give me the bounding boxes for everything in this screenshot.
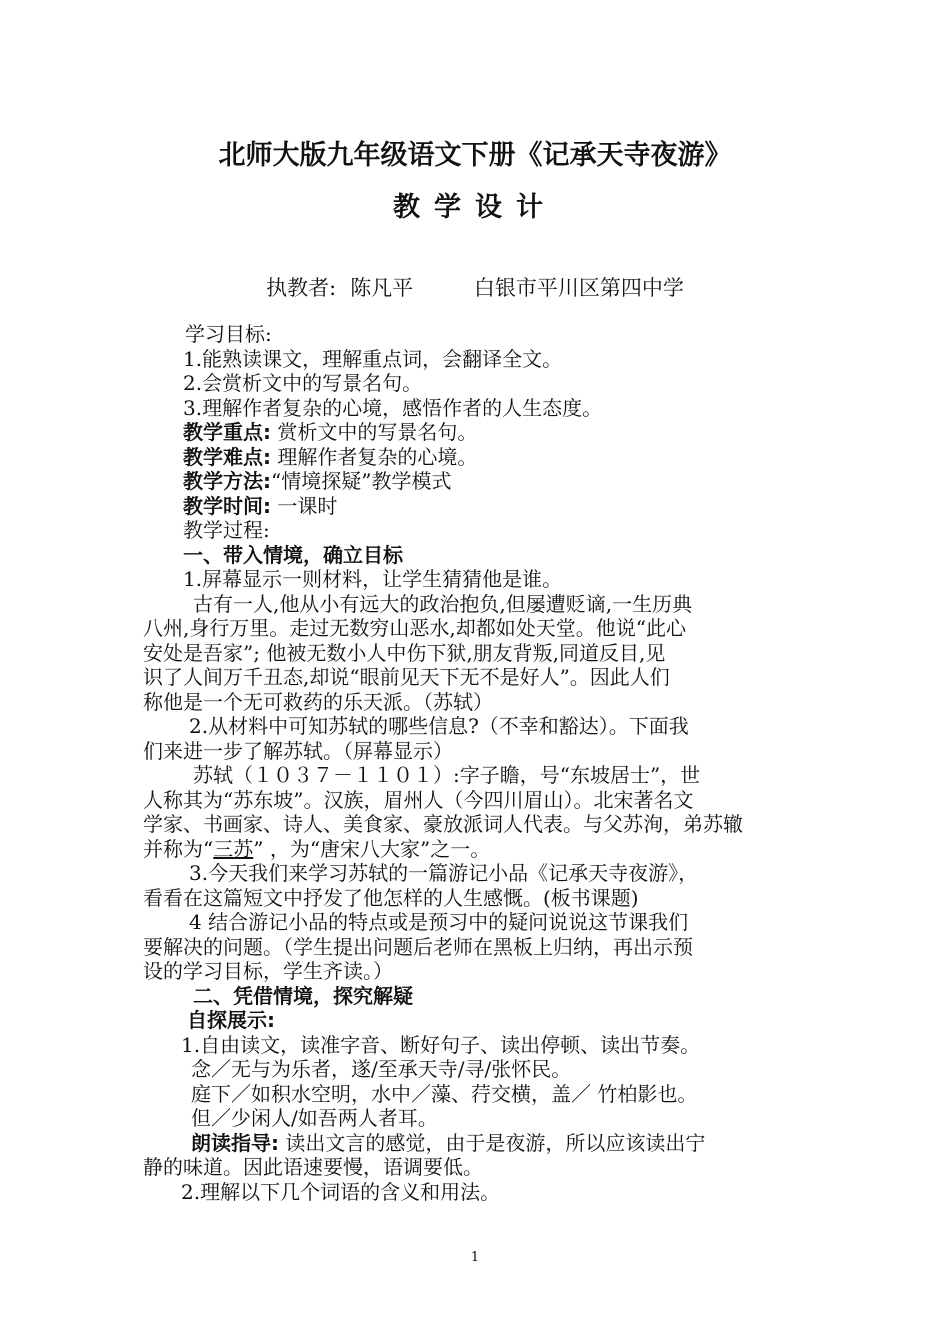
time-line — [143, 494, 808, 519]
reading-4: 但／少闲人/如吾两人者耳。 — [191, 1106, 438, 1130]
sushi-line-4 — [143, 837, 808, 862]
material-line-5: 称他是一个无可救药的乐天派。（苏轼） — [143, 689, 493, 714]
sushi-line-4-pre: 并称为“ — [143, 836, 214, 861]
guide-line-2: 静的味道。因此语速要慢，语调要低。 — [143, 1155, 483, 1179]
material-line-2: 八州,身行万里。走过无数穷山恶水,却都如处天堂。他说“此心 — [143, 616, 686, 640]
reading-3: 庭下／如积水空明，水中／藻、荇交横，盖／ 竹柏影也。 — [191, 1081, 698, 1106]
guide-text: 读出文言的感觉，由于是夜游，所以应该读出宁 — [279, 1130, 706, 1155]
author-name: 陈凡平 — [350, 276, 414, 300]
document-body — [143, 322, 808, 1204]
sushi-line-4-post: ” ，为“唐宋八大家”之一。 — [253, 836, 491, 861]
step-1-3-line-1: 3.今天我们来学习苏轼的一篇游记小品《记承天寺夜游》， — [189, 861, 699, 885]
material-line-4: 识了人间万千丑态,却说“眼前见天下无不是好人”。因此人们 — [143, 665, 670, 689]
focus-text: 赏析文中的写景名句。 — [271, 420, 478, 444]
goal-3: 3.理解作者复杂的心境，感悟作者的人生态度。 — [183, 395, 603, 420]
time-text: 一课时 — [271, 493, 338, 518]
author-line — [0, 272, 950, 302]
difficulty-text: 理解作者复杂的心境。 — [271, 444, 478, 469]
step-1-4-line-1: 4 结合游记小品的特点或是预习中的疑问说说这节课我们 — [189, 910, 689, 934]
focus-label: 教学重点: — [183, 420, 271, 444]
page-number: 1 — [470, 1250, 480, 1265]
step-1-2-line-1: 2.从材料中可知苏轼的哪些信息?（不幸和豁达）。下面我 — [189, 714, 689, 738]
goals-heading: 学习目标: — [185, 322, 272, 346]
method-text: “情境探疑”教学模式 — [271, 469, 452, 493]
process-heading: 教学过程: — [183, 518, 270, 542]
self-explore-heading: 自探展示: — [187, 1008, 275, 1032]
step-1-1: 1.屏幕显示一则材料，让学生猜猜他是谁。 — [183, 567, 563, 591]
step-1-4-line-3: 设的学习目标，学生齐读。） — [143, 959, 393, 983]
time-label: 教学时间: — [183, 493, 271, 518]
school-name: 白银市平川区第四中学 — [473, 276, 684, 300]
difficulty-label: 教学难点: — [183, 444, 271, 469]
difficulty-line — [143, 445, 808, 470]
guide-label: 朗读指导: — [191, 1130, 279, 1155]
author-label: 执教者: — [266, 276, 337, 300]
step-1-4-line-2: 要解决的问题。（学生提出问题后老师在黑板上归纳，再出示预 — [143, 934, 693, 959]
guide-line-1 — [143, 1131, 808, 1156]
step-1-2-line-2: 们来进一步了解苏轼。（屏幕显示） — [143, 738, 453, 763]
material-line-3: 安处是吾家”; 他被无数小人中伤下狱,朋友背叛,同道反目,见 — [143, 640, 666, 665]
goal-2: 2.会赏析文中的写景名句。 — [183, 371, 423, 395]
sushi-line-3: 学家、书画家、诗人、美食家、豪放派词人代表。与父苏洵，弟苏辙 — [143, 812, 743, 836]
san-su-underlined: 三苏 — [213, 836, 254, 861]
reading-5: 2.理解以下几个词语的含义和用法。 — [181, 1179, 501, 1204]
document-title: 北师大版九年级语文下册《记承天寺夜游》 — [218, 140, 732, 171]
sushi-line-1: 苏轼（１０３７－１１０１）:字子瞻，号“东坡居士”，世 — [193, 763, 701, 787]
reading-1: 1.自由读文，读准字音、断好句子、读出停顿、读出节奏。 — [181, 1032, 701, 1057]
method-label: 教学方法: — [183, 469, 271, 493]
document-subtitle: 教学设计 — [393, 192, 557, 223]
section-1-heading: 一、带入情境，确立目标 — [183, 542, 403, 567]
section-2-heading: 二、凭借情境，探究解疑 — [193, 983, 413, 1008]
material-line-1: 古有一人,他从小有远大的政治抱负,但屡遭贬谪,一生历典 — [193, 591, 693, 616]
sushi-line-2: 人称其为“苏东坡”。汉族，眉州人（今四川眉山）。北宋著名文 — [143, 787, 694, 812]
reading-2: 念／无与为乐者，遂/至承天寺/寻/张怀民。 — [191, 1057, 572, 1081]
focus-line — [143, 420, 808, 445]
goal-1: 1.能熟读课文，理解重点词，会翻译全文。 — [183, 346, 563, 371]
method-line — [143, 469, 808, 494]
step-1-3-line-2: 看看在这篇短文中抒发了他怎样的人生感慨。(板书课题) — [143, 885, 639, 910]
